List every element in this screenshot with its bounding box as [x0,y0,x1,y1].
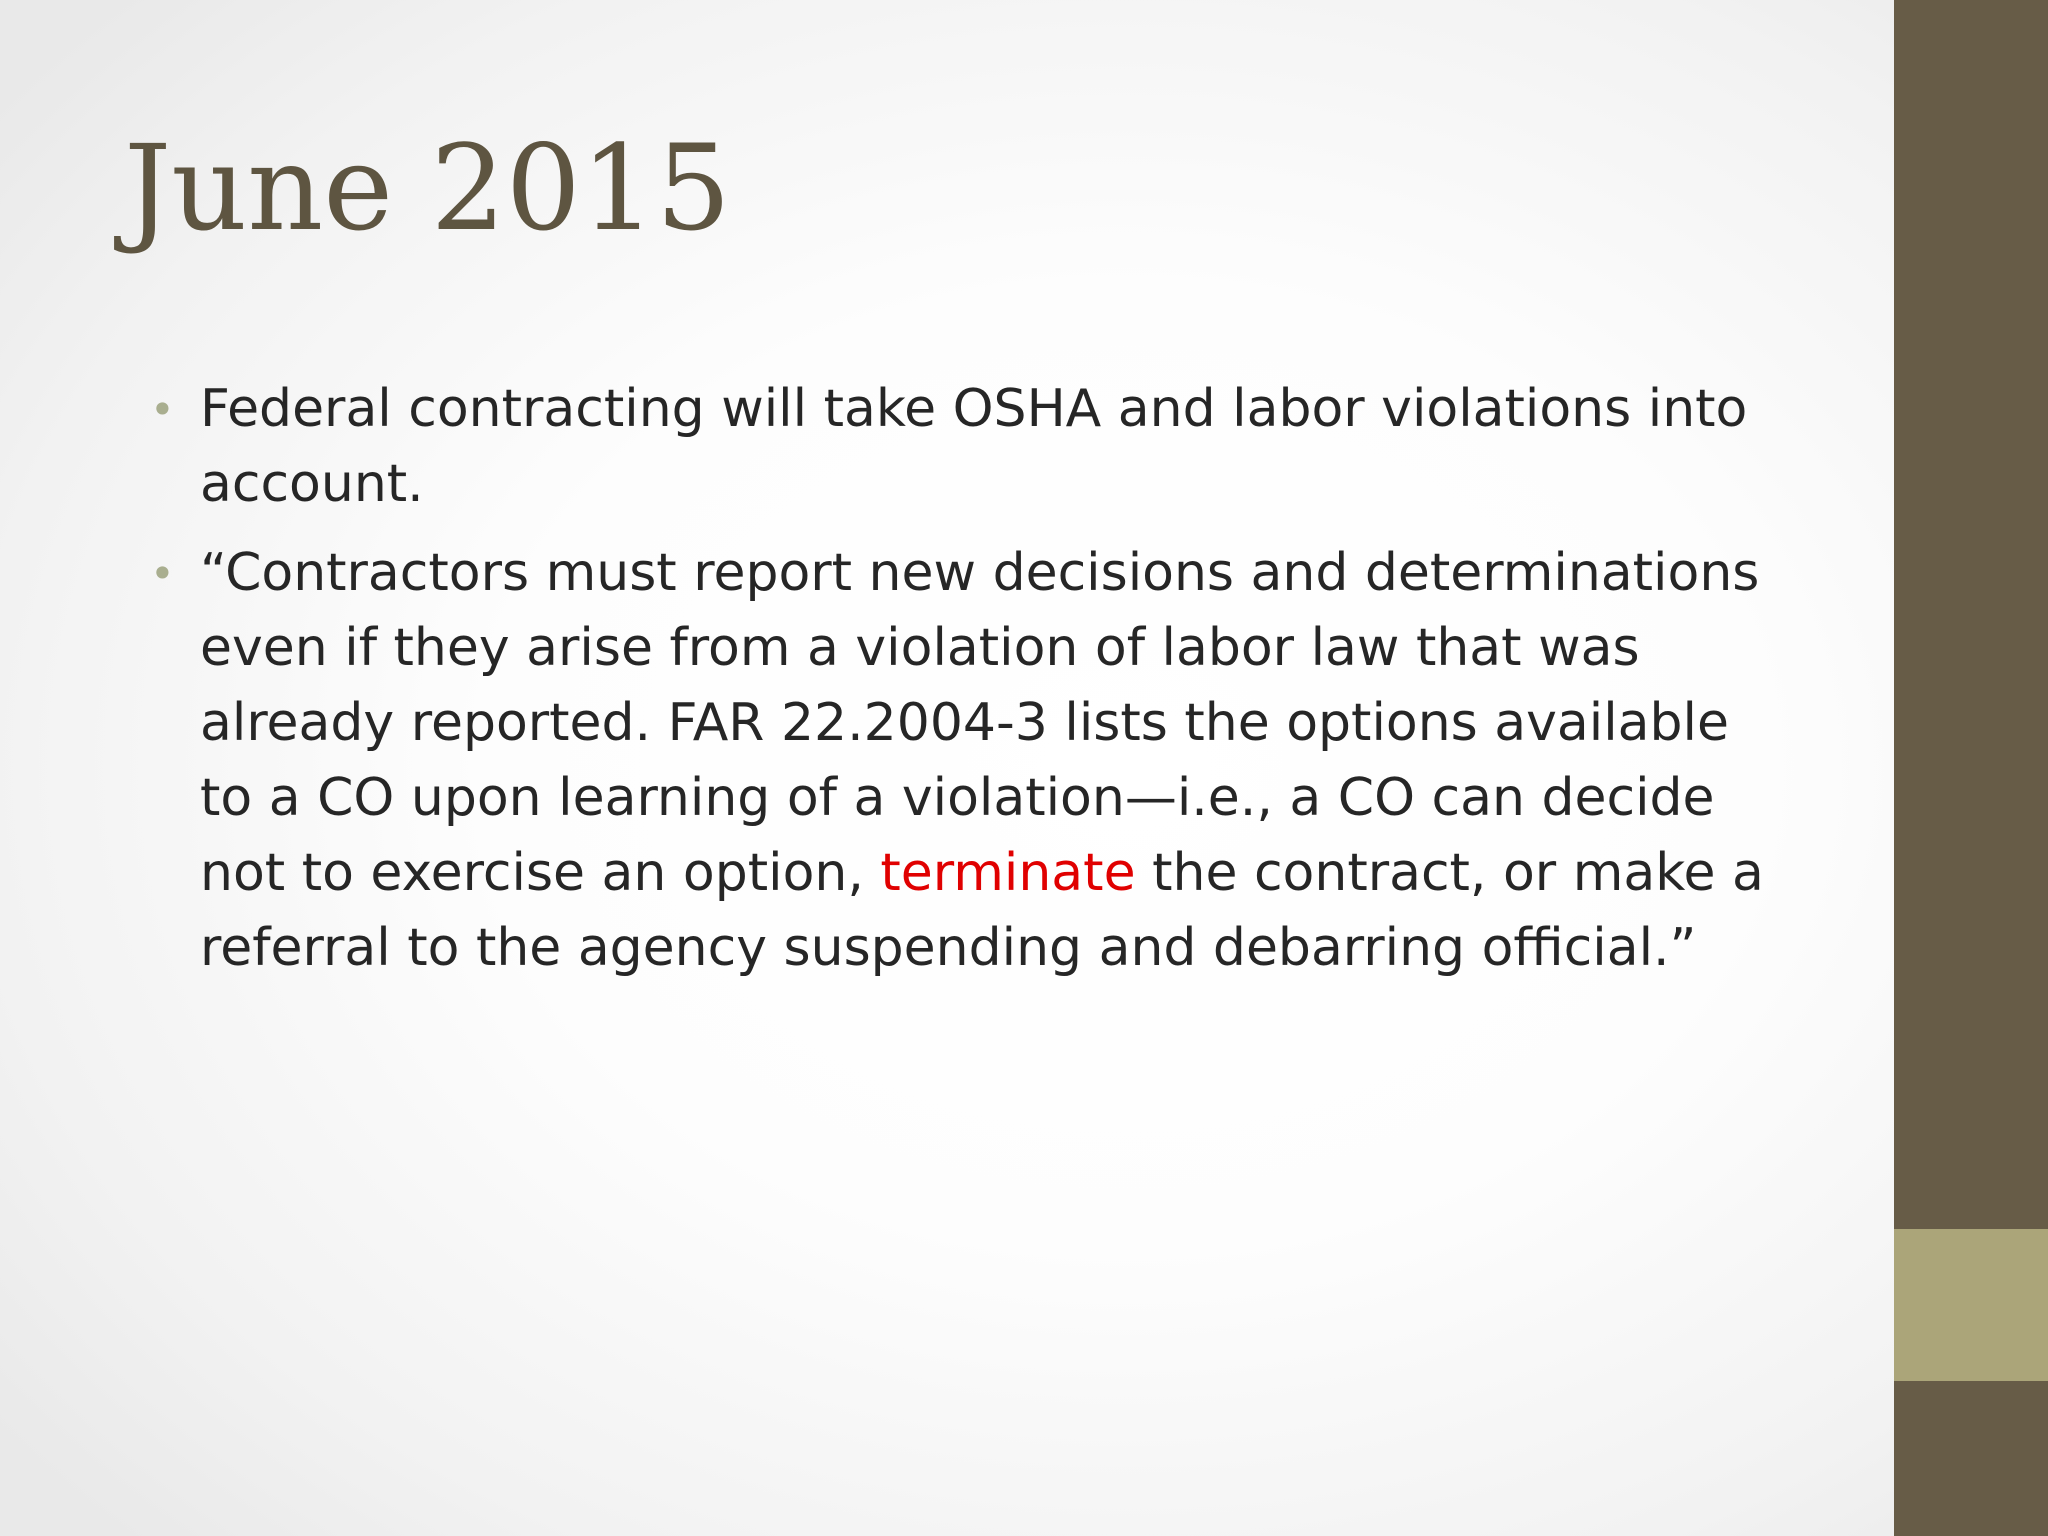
bullet-item-quote [150,536,1790,986]
bullet-text: Federal contracting will take OSHA and labor violations into account. [200,379,1748,514]
bullet-item-osha [150,372,1790,522]
bullet-list [150,372,1790,1000]
bullet-dot-icon: • [150,385,175,434]
side-decor-accent [1894,1229,2048,1381]
bullet-text-after: the contract, or make a referral to the agency suspending and debarring official.” [200,843,1764,978]
bullet-text-before: “Contractors must report new decisions and determinations even if they arise from a violation of labor law that was already reported. FAR 22.2004-3 lists the options available to a CO upon learning of a violation—i.e., a CO can decide not to exercise an option, [200,543,1760,903]
bullet-dot-icon: • [150,549,175,598]
slide-title: June 2015 [124,119,731,257]
highlighted-word: terminate [880,843,1136,903]
